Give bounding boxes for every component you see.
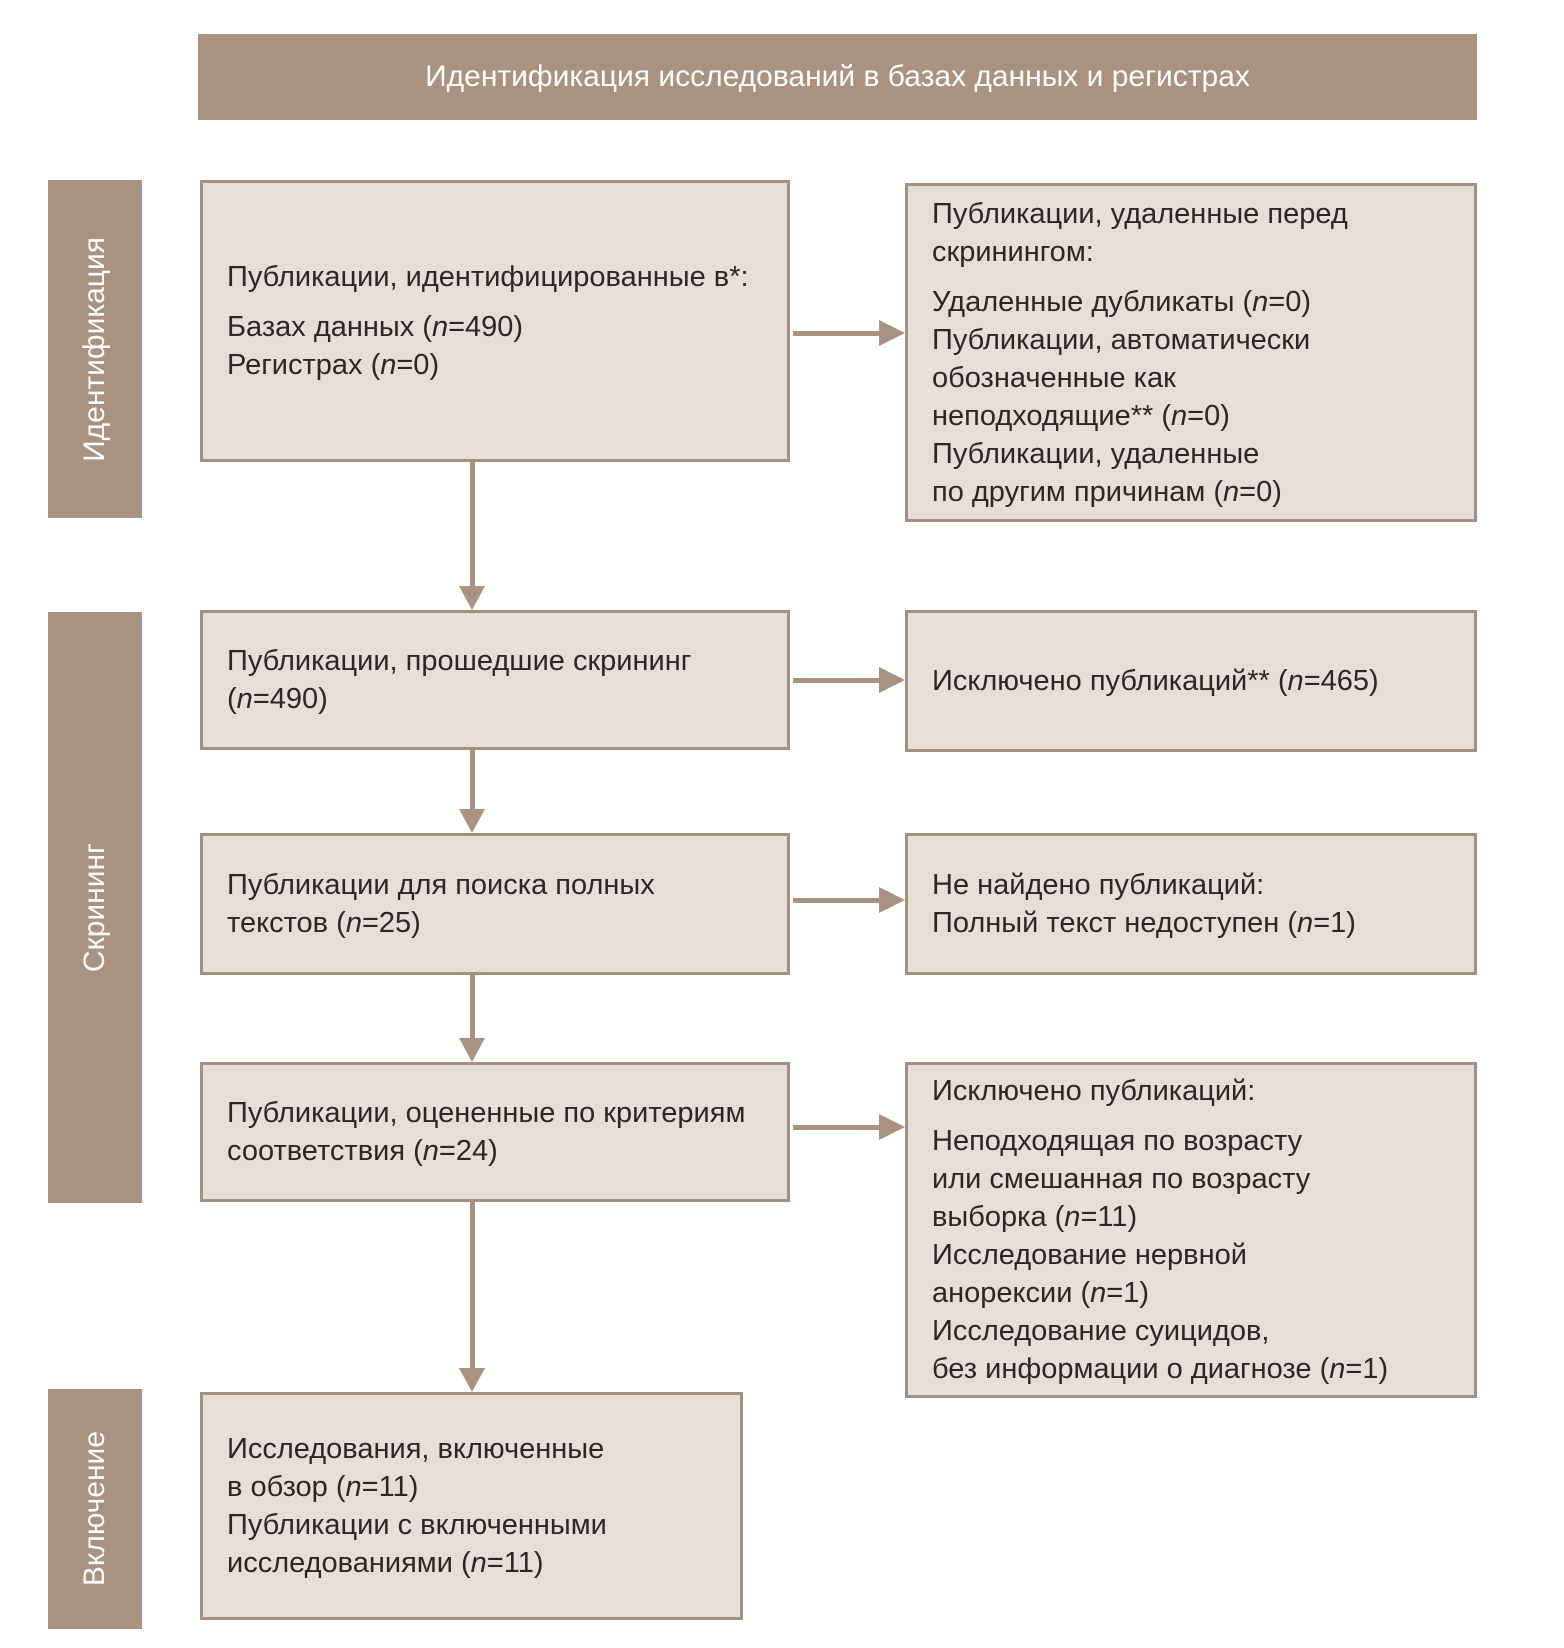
box-records-screened: [200, 610, 790, 750]
arrow-stem: [470, 975, 475, 1038]
arrow-assessed-to-included: [459, 1202, 485, 1392]
text-line: соответствия (n=24): [227, 1135, 498, 1167]
text-line: Публикации, оцененные по критериям: [227, 1097, 746, 1129]
text-line: Исследование нервной: [932, 1239, 1247, 1271]
text-line: Удаленные дубликаты (n=0): [932, 285, 1312, 318]
arrowhead-down-icon: [459, 1038, 485, 1062]
text-line: Исследование суицидов,: [932, 1315, 1270, 1347]
text-line: Публикации, удаленные: [932, 437, 1260, 470]
arrowhead-right-icon: [879, 320, 905, 346]
arrowhead-right-icon: [879, 667, 905, 693]
arrow-sought-to-not-retrieved: [793, 887, 905, 913]
arrow-stem: [470, 462, 475, 586]
box-paragraph: [227, 258, 769, 296]
text-line: обозначенные как: [932, 361, 1176, 394]
stage-band-inclusion: [48, 1389, 142, 1629]
box-reports-not-retrieved: [905, 833, 1477, 975]
box-records-identified: [200, 180, 790, 462]
stage-label-inclusion: Включение: [78, 1431, 111, 1587]
box-paragraph: [227, 308, 769, 384]
box-paragraph: [932, 1122, 1456, 1388]
box-paragraph: [227, 866, 769, 942]
box-records-removed-before-screening: [905, 183, 1477, 522]
stage-label-screening: Скрининг: [78, 842, 111, 973]
text-line: Публикации с включенными: [227, 1509, 607, 1541]
text-line: или смешанная по возрасту: [932, 1163, 1311, 1195]
box-paragraph: [932, 283, 1456, 511]
arrow-stem: [793, 331, 879, 336]
text-line: Не найдено публикаций:: [932, 869, 1265, 901]
box-paragraph: [932, 866, 1456, 942]
text-line: Неподходящая по возрасту: [932, 1125, 1303, 1157]
arrow-identified-to-screened: [459, 462, 485, 610]
text-line: анорексии (n=1): [932, 1277, 1150, 1309]
arrowhead-right-icon: [879, 887, 905, 913]
arrow-stem: [470, 750, 475, 809]
box-reports-excluded: [905, 1062, 1477, 1398]
text-line: Публикации для поиска полных: [227, 869, 655, 901]
box-reports-sought: [200, 833, 790, 975]
stage-band-screening: [48, 612, 142, 1203]
box-studies-included: [200, 1392, 743, 1620]
box-paragraph: [932, 662, 1456, 700]
arrow-sought-to-assessed: [459, 975, 485, 1062]
text-line: Исключено публикаций** (n=465): [932, 665, 1379, 697]
box-paragraph: [227, 1430, 722, 1582]
arrow-stem: [793, 898, 879, 903]
text-line: Публикации, автоматически: [932, 323, 1311, 356]
text-line: выборка (n=11): [932, 1201, 1138, 1233]
text-line: неподходящие** (n=0): [932, 399, 1230, 432]
text-line: текстов (n=25): [227, 907, 421, 939]
arrowhead-down-icon: [459, 1368, 485, 1392]
text-line: в обзор (n=11): [227, 1471, 419, 1503]
text-line: Исключено публикаций:: [932, 1075, 1256, 1107]
box-reports-assessed: [200, 1062, 790, 1202]
arrow-stem: [793, 678, 879, 683]
text-line: Исследования, включенные: [227, 1433, 605, 1465]
stage-label-identification: Идентификация: [78, 236, 111, 462]
text-line: без информации о диагнозе (n=1): [932, 1353, 1389, 1385]
diagram-title: Идентификация исследований в базах данных и регистрах: [198, 34, 1477, 120]
text-line: Публикации, идентифицированные в*:: [227, 261, 749, 293]
arrowhead-down-icon: [459, 586, 485, 610]
arrow-stem: [793, 1125, 879, 1130]
arrow-assessed-to-excluded: [793, 1114, 905, 1140]
text-line: по другим причинам (n=0): [932, 475, 1282, 508]
box-paragraph: [932, 195, 1456, 271]
box-paragraph: [227, 1094, 769, 1170]
box-records-excluded: [905, 610, 1477, 752]
text-line: исследованиями (n=11): [227, 1547, 544, 1579]
text-line: Базах данных (n=490): [227, 311, 524, 343]
arrow-screened-to-excluded: [793, 667, 905, 693]
text-line: скринингом:: [932, 235, 1094, 268]
box-paragraph: [932, 1072, 1456, 1110]
text-line: Публикации, прошедшие скрининг: [227, 645, 692, 677]
arrow-screened-to-sought: [459, 750, 485, 833]
text-line: Публикации, удаленные перед: [932, 197, 1348, 230]
text-line: (n=490): [227, 683, 328, 715]
arrow-identified-to-removed: [793, 320, 905, 346]
arrowhead-down-icon: [459, 809, 485, 833]
text-line: Регистрах (n=0): [227, 349, 440, 381]
arrow-stem: [470, 1202, 475, 1368]
text-line: Полный текст недоступен (n=1): [932, 907, 1356, 939]
stage-band-identification: [48, 180, 142, 518]
box-paragraph: [227, 642, 769, 718]
arrowhead-right-icon: [879, 1114, 905, 1140]
